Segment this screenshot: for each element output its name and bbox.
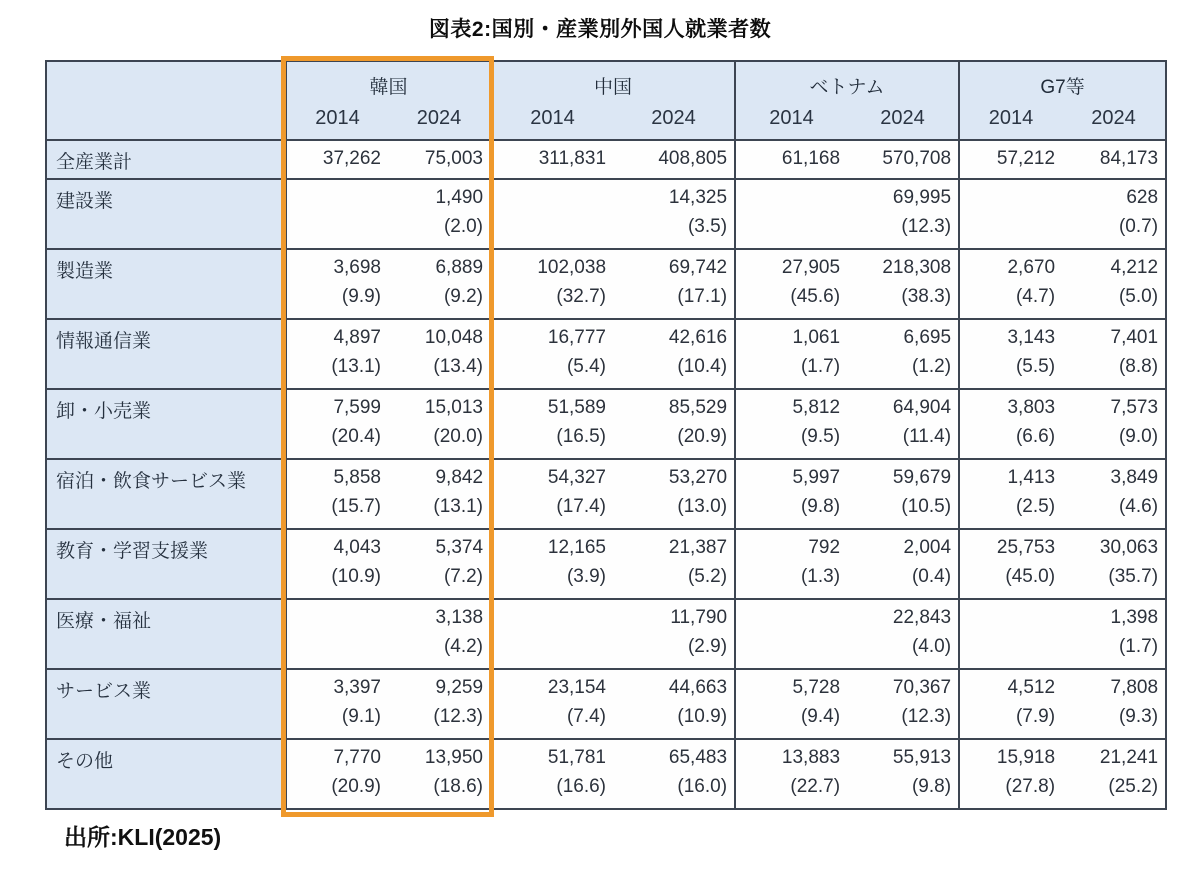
- value-cell: 75,003: [388, 140, 491, 179]
- table-row: [46, 179, 1166, 249]
- value-cell: 6,889 (9.2): [388, 249, 491, 319]
- value-cell: 3,849 (4.6): [1062, 459, 1166, 529]
- value-cell: [286, 599, 388, 669]
- country-header-china: 中国: [491, 61, 735, 103]
- value-cell: 4,897 (13.1): [286, 319, 388, 389]
- value-cell: 21,241 (25.2): [1062, 739, 1166, 809]
- value-cell: 4,043 (10.9): [286, 529, 388, 599]
- year-header: 2014: [286, 103, 388, 140]
- value-cell: [491, 599, 613, 669]
- value-cell: 9,842 (13.1): [388, 459, 491, 529]
- value-cell: 6,695 (1.2): [847, 319, 959, 389]
- value-cell: 64,904 (11.4): [847, 389, 959, 459]
- value-cell: 2,004 (0.4): [847, 529, 959, 599]
- value-cell: 5,728 (9.4): [735, 669, 847, 739]
- value-cell: 11,790 (2.9): [613, 599, 735, 669]
- value-cell: 57,212: [959, 140, 1062, 179]
- value-cell: 51,781 (16.6): [491, 739, 613, 809]
- value-cell: [491, 179, 613, 249]
- value-cell: 7,573 (9.0): [1062, 389, 1166, 459]
- value-cell: 15,918 (27.8): [959, 739, 1062, 809]
- value-cell: 27,905 (45.6): [735, 249, 847, 319]
- value-cell: 3,698 (9.9): [286, 249, 388, 319]
- value-cell: 5,812 (9.5): [735, 389, 847, 459]
- value-cell: 1,490 (2.0): [388, 179, 491, 249]
- value-cell: 69,742 (17.1): [613, 249, 735, 319]
- row-label: 医療・福祉: [46, 599, 286, 669]
- value-cell: 51,589 (16.5): [491, 389, 613, 459]
- value-cell: 12,165 (3.9): [491, 529, 613, 599]
- value-cell: 53,270 (13.0): [613, 459, 735, 529]
- row-label: 全産業計: [46, 140, 286, 179]
- value-cell: [959, 599, 1062, 669]
- value-cell: 30,063 (35.7): [1062, 529, 1166, 599]
- value-cell: 84,173: [1062, 140, 1166, 179]
- year-header: 2024: [388, 103, 491, 140]
- value-cell: 3,143 (5.5): [959, 319, 1062, 389]
- value-cell: 5,858 (15.7): [286, 459, 388, 529]
- value-cell: 69,995 (12.3): [847, 179, 959, 249]
- year-header: 2024: [1062, 103, 1166, 140]
- table-row: [46, 319, 1166, 389]
- value-cell: 1,398 (1.7): [1062, 599, 1166, 669]
- value-cell: 7,599 (20.4): [286, 389, 388, 459]
- value-cell: 44,663 (10.9): [613, 669, 735, 739]
- country-header-vietnam: ベトナム: [735, 61, 959, 103]
- table-row: [46, 739, 1166, 809]
- country-header-g7: G7等: [959, 61, 1166, 103]
- value-cell: 4,512 (7.9): [959, 669, 1062, 739]
- value-cell: 22,843 (4.0): [847, 599, 959, 669]
- value-cell: 10,048 (13.4): [388, 319, 491, 389]
- value-cell: 3,397 (9.1): [286, 669, 388, 739]
- row-label: 情報通信業: [46, 319, 286, 389]
- value-cell: 7,401 (8.8): [1062, 319, 1166, 389]
- value-cell: 4,212 (5.0): [1062, 249, 1166, 319]
- value-cell: 37,262: [286, 140, 388, 179]
- table-row: [46, 669, 1166, 739]
- value-cell: 3,138 (4.2): [388, 599, 491, 669]
- value-cell: 42,616 (10.4): [613, 319, 735, 389]
- value-cell: [286, 179, 388, 249]
- country-header-row: [46, 61, 1166, 103]
- row-label: その他: [46, 739, 286, 809]
- country-header-korea: 韓国: [286, 61, 491, 103]
- row-label: 製造業: [46, 249, 286, 319]
- value-cell: 65,483 (16.0): [613, 739, 735, 809]
- value-cell: 13,883 (22.7): [735, 739, 847, 809]
- value-cell: 21,387 (5.2): [613, 529, 735, 599]
- value-cell: [735, 179, 847, 249]
- value-cell: 5,997 (9.8): [735, 459, 847, 529]
- value-cell: [735, 599, 847, 669]
- value-cell: 1,061 (1.7): [735, 319, 847, 389]
- value-cell: 218,308 (38.3): [847, 249, 959, 319]
- value-cell: [959, 179, 1062, 249]
- value-cell: 85,529 (20.9): [613, 389, 735, 459]
- value-cell: 102,038 (32.7): [491, 249, 613, 319]
- value-cell: 16,777 (5.4): [491, 319, 613, 389]
- value-cell: 54,327 (17.4): [491, 459, 613, 529]
- value-cell: 9,259 (12.3): [388, 669, 491, 739]
- value-cell: 2,670 (4.7): [959, 249, 1062, 319]
- value-cell: 23,154 (7.4): [491, 669, 613, 739]
- value-cell: 59,679 (10.5): [847, 459, 959, 529]
- year-header: 2014: [491, 103, 613, 140]
- year-header: 2014: [735, 103, 847, 140]
- table-row: [46, 389, 1166, 459]
- value-cell: 3,803 (6.6): [959, 389, 1062, 459]
- table-row: [46, 249, 1166, 319]
- value-cell: 408,805: [613, 140, 735, 179]
- value-cell: 70,367 (12.3): [847, 669, 959, 739]
- row-label: 宿泊・飲食サービス業: [46, 459, 286, 529]
- row-label: 建設業: [46, 179, 286, 249]
- source-note: 出所:KLI(2025): [64, 824, 222, 850]
- value-cell: 61,168: [735, 140, 847, 179]
- data-table: [45, 60, 1167, 810]
- figure-title: 図表2:国別・産業別外国人就業者数: [428, 18, 772, 41]
- value-cell: 14,325 (3.5): [613, 179, 735, 249]
- value-cell: 55,913 (9.8): [847, 739, 959, 809]
- table-row: [46, 529, 1166, 599]
- value-cell: 25,753 (45.0): [959, 529, 1062, 599]
- row-label: 教育・学習支援業: [46, 529, 286, 599]
- year-header: 2024: [613, 103, 735, 140]
- table-row: [46, 599, 1166, 669]
- row-label: 卸・小売業: [46, 389, 286, 459]
- value-cell: 570,708: [847, 140, 959, 179]
- year-header: 2014: [959, 103, 1062, 140]
- value-cell: 7,770 (20.9): [286, 739, 388, 809]
- row-label: サービス業: [46, 669, 286, 739]
- value-cell: 5,374 (7.2): [388, 529, 491, 599]
- value-cell: 1,413 (2.5): [959, 459, 1062, 529]
- value-cell: 792 (1.3): [735, 529, 847, 599]
- corner-cell: [46, 61, 286, 140]
- value-cell: 13,950 (18.6): [388, 739, 491, 809]
- value-cell: 7,808 (9.3): [1062, 669, 1166, 739]
- year-header: 2024: [847, 103, 959, 140]
- value-cell: 311,831: [491, 140, 613, 179]
- table-row: [46, 140, 1166, 179]
- table-row: [46, 459, 1166, 529]
- value-cell: 628 (0.7): [1062, 179, 1166, 249]
- value-cell: 15,013 (20.0): [388, 389, 491, 459]
